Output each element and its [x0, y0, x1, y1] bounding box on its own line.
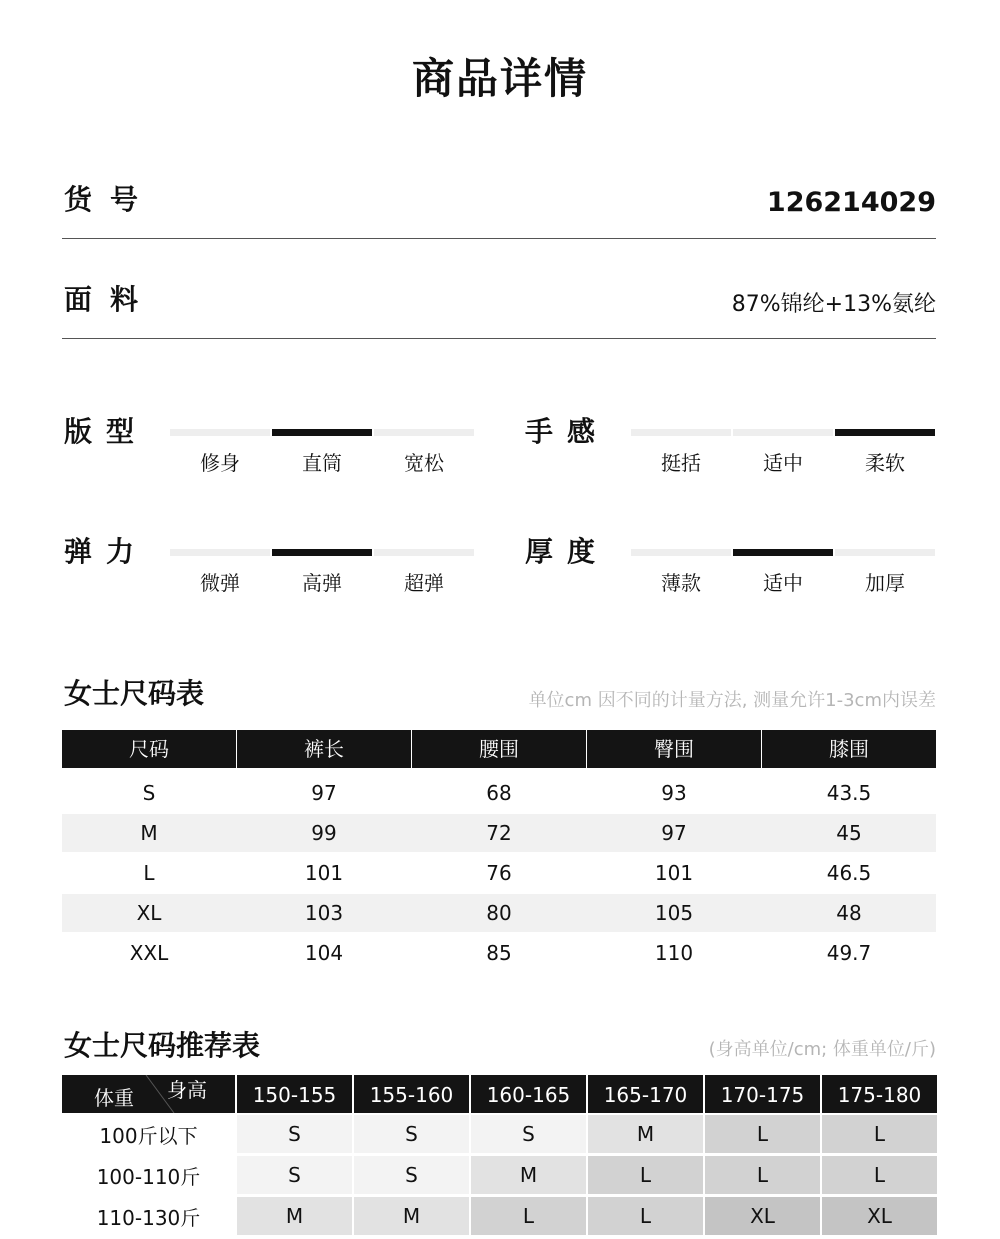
- size-table-cell: XXL: [129, 941, 169, 965]
- recommend-cell: S: [354, 1156, 469, 1194]
- size-table-cell: 45: [836, 821, 862, 845]
- scale-segment: [272, 549, 372, 556]
- size-table-cell: 110: [654, 941, 694, 965]
- size-table-cell: 97: [311, 781, 337, 805]
- scale-segment: [733, 549, 833, 556]
- size-table-cell: 101: [304, 861, 344, 885]
- size-table-title: 女士尺码表: [64, 677, 205, 710]
- item-code-value: 126214029: [766, 187, 936, 218]
- item-code-row: [62, 138, 936, 239]
- scale-segment: [170, 549, 270, 556]
- scale-segment: [835, 429, 935, 436]
- fabric-row: [62, 238, 936, 339]
- scale-option-label: 微弹: [200, 571, 240, 595]
- size-table-cell: 97: [661, 821, 687, 845]
- corner-diagonal: [62, 1075, 235, 1113]
- size-table-cell: 43.5: [826, 781, 872, 805]
- size-table-cell: S: [142, 781, 156, 805]
- height-header: 175-180: [822, 1075, 937, 1113]
- size-table-cell: L: [143, 861, 155, 885]
- size-table-cell: XL: [136, 901, 162, 925]
- recommend-cell: M: [588, 1115, 703, 1153]
- height-header: 160-165: [471, 1075, 586, 1113]
- weight-label: 100斤以下: [99, 1124, 198, 1148]
- scale-segment: [272, 429, 372, 436]
- recommend-table-title: 女士尺码推荐表: [64, 1029, 261, 1062]
- scale-option-label: 适中: [763, 571, 803, 595]
- recommend-cell: L: [822, 1115, 937, 1153]
- scale-option-label: 宽松: [404, 451, 444, 475]
- corner-weight-label: 体重: [94, 1086, 134, 1110]
- size-table-cell: 105: [654, 901, 694, 925]
- item-code-label: 货号: [64, 183, 157, 216]
- weight-label: 100-110斤: [96, 1165, 201, 1189]
- recommend-cell: S: [354, 1115, 469, 1153]
- scale-option-label: 柔软: [865, 451, 905, 475]
- size-table-header: 膝围: [762, 730, 936, 768]
- recommend-cell: XL: [705, 1197, 820, 1235]
- size-table-cell: 80: [486, 901, 512, 925]
- size-table-cell: 99: [311, 821, 337, 845]
- recommend-cell: L: [705, 1156, 820, 1194]
- recommend-cell: S: [237, 1156, 352, 1194]
- scale-segment: [631, 549, 731, 556]
- scale-segment: [835, 549, 935, 556]
- size-table-cell: 101: [654, 861, 694, 885]
- page-title: 商品详情: [411, 54, 588, 103]
- scale-segment: [374, 549, 474, 556]
- scale-segment: [733, 429, 833, 436]
- scale-option-label: 超弹: [404, 571, 444, 595]
- height-header: 150-155: [237, 1075, 352, 1113]
- size-table-cell: 104: [304, 941, 344, 965]
- size-table-cell: 46.5: [826, 861, 872, 885]
- scale-segment: [170, 429, 270, 436]
- size-table-header: 裤长: [237, 730, 411, 768]
- recommend-cell: S: [471, 1115, 586, 1153]
- recommend-cell: M: [237, 1197, 352, 1235]
- size-table-header: 腰围: [412, 730, 586, 768]
- size-table-cell: M: [140, 821, 158, 845]
- size-table-cell: 93: [661, 781, 687, 805]
- size-table-cell: 76: [486, 861, 512, 885]
- size-table-header: 尺码: [62, 730, 236, 768]
- scale-option-label: 修身: [200, 451, 240, 475]
- scale-segment: [631, 429, 731, 436]
- recommend-cell: XL: [822, 1197, 937, 1235]
- scale-option-label: 适中: [763, 451, 803, 475]
- size-table-cell: 72: [486, 821, 512, 845]
- recommend-cell: L: [822, 1156, 937, 1194]
- scale-option-label: 薄款: [661, 571, 701, 595]
- scale-segment: [374, 429, 474, 436]
- weight-label: 110-130斤: [96, 1206, 201, 1230]
- attribute-label: 手感: [525, 415, 610, 448]
- height-header: 165-170: [588, 1075, 703, 1113]
- recommend-cell: S: [237, 1115, 352, 1153]
- recommend-cell: M: [354, 1197, 469, 1235]
- recommend-cell: L: [588, 1156, 703, 1194]
- scale-option-label: 加厚: [865, 571, 905, 595]
- size-table-cell: 68: [486, 781, 512, 805]
- height-header: 155-160: [354, 1075, 469, 1113]
- recommend-cell: L: [588, 1197, 703, 1235]
- recommend-cell: M: [471, 1156, 586, 1194]
- recommend-cell: L: [471, 1197, 586, 1235]
- attribute-label: 厚度: [525, 535, 610, 568]
- fabric-label: 面料: [64, 283, 157, 316]
- recommend-cell: L: [705, 1115, 820, 1153]
- size-table-header: 臀围: [587, 730, 761, 768]
- attribute-label: 弹力: [64, 535, 149, 568]
- corner-height-label: 身高: [167, 1078, 207, 1102]
- corner-header: [62, 1075, 235, 1113]
- size-table-cell: 49.7: [826, 941, 872, 965]
- scale-option-label: 直筒: [302, 451, 342, 475]
- scale-option-label: 高弹: [302, 571, 342, 595]
- scale-option-label: 挺括: [661, 451, 701, 475]
- fabric-value: 87%锦纶+13%氨纶: [731, 292, 936, 317]
- size-table-note: 单位cm 因不同的计量方法, 测量允许1-3cm内误差: [528, 690, 936, 711]
- recommend-table-note: (身高单位/cm; 体重单位/斤): [708, 1039, 936, 1060]
- attribute-label: 版型: [64, 415, 149, 448]
- size-table-cell: 48: [836, 901, 862, 925]
- height-header: 170-175: [705, 1075, 820, 1113]
- size-table-cell: 103: [304, 901, 344, 925]
- size-table-cell: 85: [486, 941, 512, 965]
